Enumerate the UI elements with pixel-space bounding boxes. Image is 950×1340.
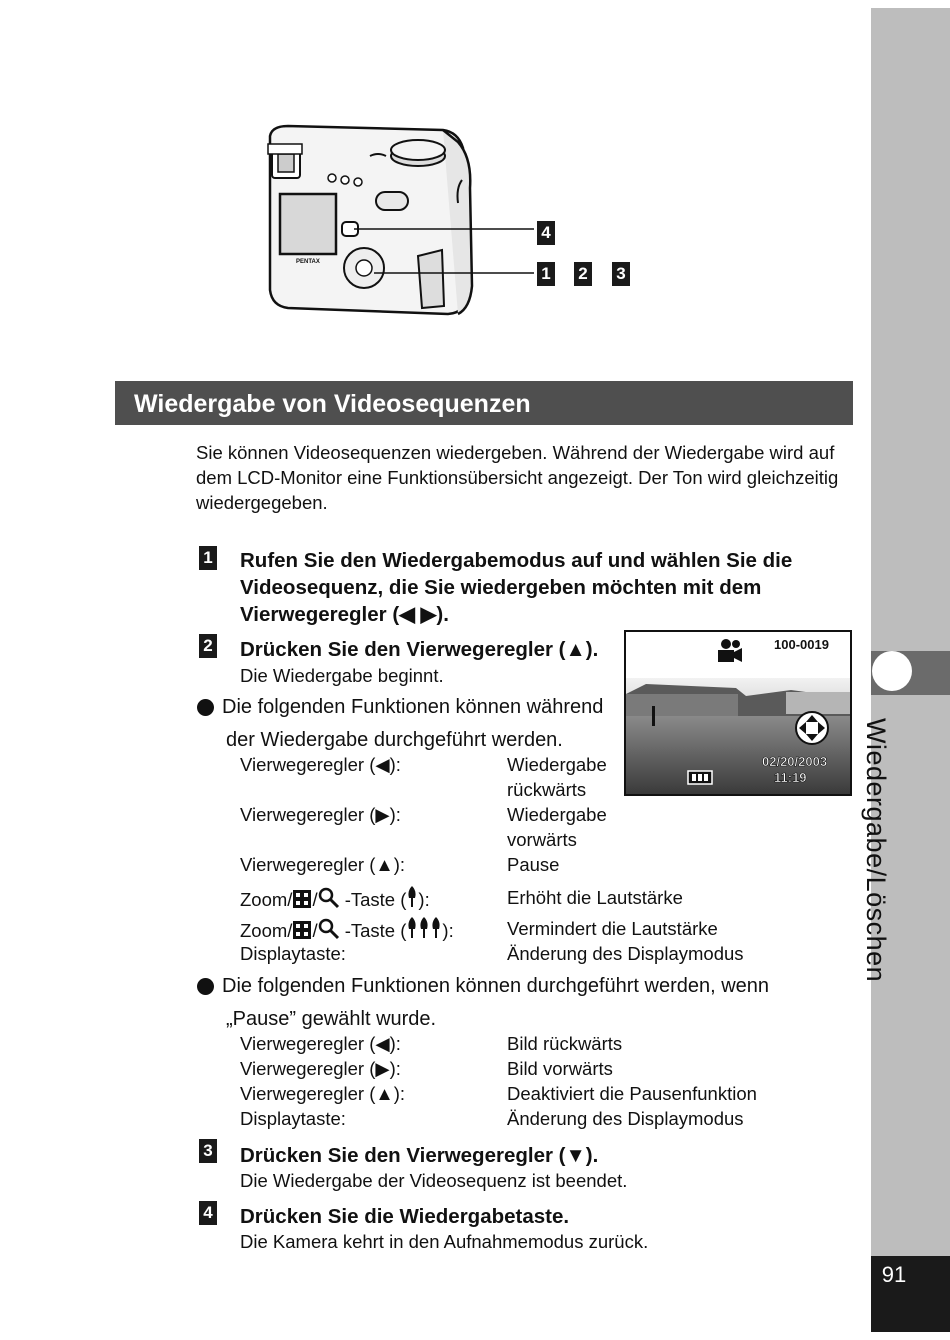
step-3-sub: Die Wiedergabe der Videosequenz ist beendet. — [240, 1170, 628, 1191]
step-2-title: Drücken Sie den Vierwegeregler (▲). — [240, 638, 599, 661]
lcd-preview — [624, 630, 852, 796]
side-tab-circle — [872, 651, 912, 691]
zoom-slash-2: / — [312, 920, 318, 941]
thumbnail-grid-icon — [292, 889, 312, 909]
thumbnail-grid-icon — [292, 920, 312, 940]
step-2-badge: 2 — [199, 634, 217, 658]
magnifier-icon — [318, 918, 340, 940]
zoom-slash: / — [312, 889, 318, 910]
b1-row-1-key: Vierwegeregler (◀): — [240, 754, 401, 775]
bullet-1-dot — [197, 699, 214, 716]
b2-row-4-val: Änderung des Displaymodus — [507, 1108, 744, 1129]
intro-paragraph: Sie können Videosequenzen wiedergeben. Während der Wiedergabe wird auf dem LCD-Monitor eine Funktionsübersicht angezeigt. Der Ton wird gleichzeitig wiedergegeben. — [196, 442, 839, 513]
volume-single-icon — [406, 885, 418, 909]
b1-row-2-val: rückwärts — [507, 779, 587, 800]
b2-row-3-key: Vierwegeregler (▲): — [240, 1083, 406, 1104]
bullet-1-line-2: der Wiedergabe durchgeführt werden. — [226, 729, 563, 751]
step-1-badge: 1 — [199, 546, 217, 570]
b1-row-5-key: Vierwegeregler (▲): — [240, 854, 406, 875]
bullet-1-line-1: Die folgenden Funktionen können während — [222, 696, 604, 718]
b2-row-2-val: Bild vorwärts — [507, 1058, 613, 1079]
lcd-time: 11:19 — [774, 770, 807, 785]
zoom-suffix: -Taste ( — [344, 889, 407, 910]
lcd-file-number: 100-0019 — [774, 637, 829, 652]
b1-zoom-up-key — [240, 885, 430, 911]
callout-badge-1: 1 — [537, 262, 555, 286]
b2-row-2-key: Vierwegeregler (▶): — [240, 1058, 401, 1079]
b1-row-4-val: vorwärts — [507, 829, 577, 850]
b1-zoom-down-val: Vermindert die Lautstärke — [507, 918, 718, 939]
zoom-close-2: ): — [442, 920, 454, 941]
zoom-suffix-2: -Taste ( — [344, 920, 407, 941]
side-tab-label: Wiedergabe/Löschen — [861, 718, 891, 983]
callout-badge-2: 2 — [574, 262, 592, 286]
bullet-2-line-2: „Pause” gewählt wurde. — [226, 1008, 437, 1030]
b2-row-3-val: Deaktiviert die Pausenfunktion — [507, 1083, 757, 1104]
b1-zoom-up-val: Erhöht die Lautstärke — [507, 887, 683, 908]
volume-triple-icon — [406, 916, 442, 940]
b2-row-1-val: Bild rückwärts — [507, 1033, 623, 1054]
b1-row-5-val: Pause — [507, 854, 560, 875]
step-1-title — [240, 547, 792, 628]
section-title: Wiedergabe von Videosequenzen — [134, 390, 531, 418]
b1-row-3-key: Vierwegeregler (▶): — [240, 804, 401, 825]
step-1-line-3: Vierwegeregler (◀ ▶). — [240, 603, 449, 626]
b1-display-key: Displaytaste: — [240, 943, 346, 964]
bullet-2-line-1: Die folgenden Funktionen können durchgeführt werden, wenn — [222, 975, 770, 997]
page-number: 91 — [881, 1262, 907, 1287]
zoom-prefix: Zoom/ — [240, 889, 293, 910]
b1-display-val: Änderung des Displaymodus — [507, 943, 744, 964]
step-4-sub: Die Kamera kehrt in den Aufnahmemodus zurück. — [240, 1231, 649, 1252]
step-1-line-2: Videosequenz, die Sie wiedergeben möchten mit dem — [240, 576, 762, 599]
lcd-date: 02/20/2003 — [762, 754, 828, 769]
zoom-prefix-2: Zoom/ — [240, 920, 293, 941]
b1-zoom-down-key — [240, 916, 454, 942]
magnifier-icon — [318, 887, 340, 909]
zoom-close: ): — [418, 889, 430, 910]
callout-badge-3: 3 — [612, 262, 630, 286]
callout-badge-4: 4 — [537, 221, 555, 245]
b2-row-1-key: Vierwegeregler (◀): — [240, 1033, 401, 1054]
camera-illustration — [258, 118, 648, 323]
b1-row-3-val: Wiedergabe — [507, 804, 607, 825]
step-4-title: Drücken Sie die Wiedergabetaste. — [240, 1205, 570, 1228]
step-2-sub: Die Wiedergabe beginnt. — [240, 665, 444, 686]
step-4-badge: 4 — [199, 1201, 217, 1225]
step-3-title: Drücken Sie den Vierwegeregler (▼). — [240, 1144, 599, 1167]
b1-row-1-val: Wiedergabe — [507, 754, 607, 775]
step-3-badge: 3 — [199, 1139, 217, 1163]
camera-brand-text: PENTAX — [296, 259, 320, 265]
b2-row-4-key: Displaytaste: — [240, 1108, 346, 1129]
step-1-line-1: Rufen Sie den Wiedergabemodus auf und wählen Sie die — [240, 549, 793, 572]
bullet-2-dot — [197, 978, 214, 995]
